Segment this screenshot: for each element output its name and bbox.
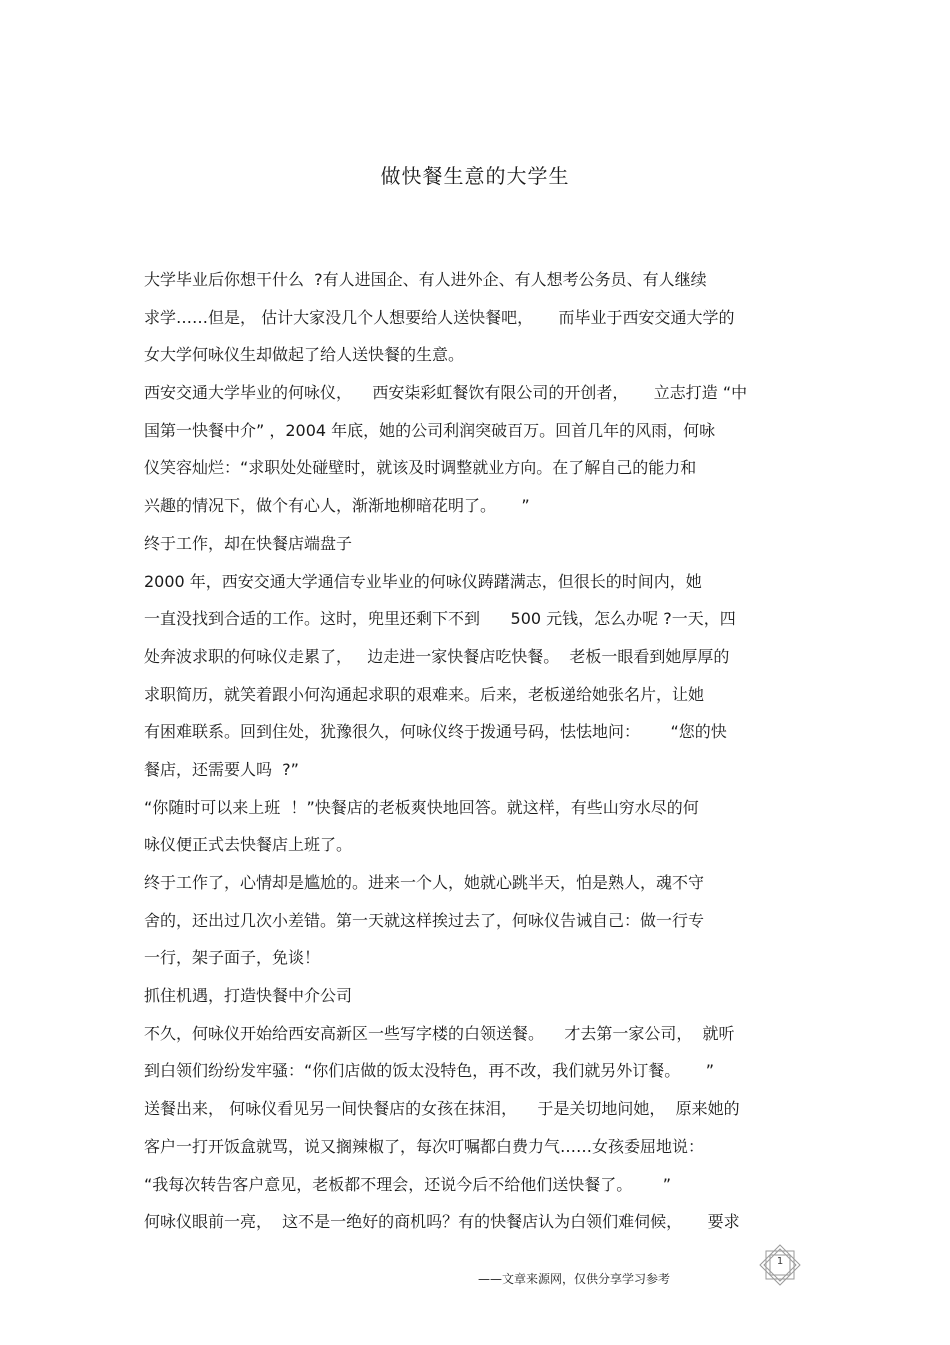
text-line: 客户一打开饭盒就骂，说又搁辣椒了，每次叮嘱都白费力气……女孩委屈地说： xyxy=(144,1136,705,1156)
text-line: 餐店，还需要人吗 ?” xyxy=(144,759,299,779)
text-line: 女大学何咏仪生却做起了给人送快餐的生意。 xyxy=(144,345,465,365)
text-line: 西安交通大学毕业的何咏仪， 西安柒彩虹餐饮有限公司的开创者， 立志打造 “中 xyxy=(144,383,748,403)
text-line: 送餐出来， 何咏仪看见另一间快餐店的女孩在抹泪， 于是关切地问她， 原来她的 xyxy=(144,1099,740,1119)
document-body xyxy=(144,266,814,1246)
text-line: 抓住机遇，打造快餐中介公司 xyxy=(144,986,353,1006)
text-line: 一直没找到合适的工作。这时，兜里还剩下不到 500 元钱，怎么办呢 ?一天，四 xyxy=(144,609,736,629)
text-line: 何咏仪眼前一亮， 这不是一绝好的商机吗？有的快餐店认为白领们难伺候， 要求 xyxy=(144,1212,740,1232)
text-line: 不久，何咏仪开始给西安高新区一些写字楼的白领送餐。 才去第一家公司， 就听 xyxy=(144,1023,735,1043)
text-line: 兴趣的情况下，做个有心人，渐渐地柳暗花明了。 ” xyxy=(144,496,530,516)
text-line: 仪笑容灿烂：“求职处处碰壁时，就该及时调整就业方向。在了解自己的能力和 xyxy=(144,458,697,478)
text-line: “你随时可以来上班 ！”快餐店的老板爽快地回答。就这样，有些山穷水尽的何 xyxy=(144,797,699,817)
text-line: 到白领们纷纷发牢骚：“你们店做的饭太没特色，再不改，我们就另外订餐。 ” xyxy=(144,1061,715,1081)
text-line: 一行，架子面子，免谈！ xyxy=(144,948,321,968)
text-line: 终于工作了，心情却是尴尬的。进来一个人，她就心跳半天，怕是熟人，魂不守 xyxy=(144,873,705,892)
text-line: 求学……但是， 估计大家没几个人想要给人送快餐吧， 而毕业于西安交通大学的 xyxy=(144,307,735,327)
text-line: 国第一快餐中介” ，2004 年底，她的公司利润突破百万。回首几年的风雨，何咏 xyxy=(144,420,716,440)
text-line: 舍的，还出过几次小差错。第一天就这样挨过去了，何咏仪告诫自己：做一行专 xyxy=(144,910,705,930)
text-line: 2000 年，西安交通大学通信专业毕业的何咏仪踌躇满志，但很长的时间内，她 xyxy=(144,571,702,591)
text-line: 有困难联系。回到住处，犹豫很久，何咏仪终于拨通号码，怯怯地问： “您的快 xyxy=(144,722,727,742)
document-title: 做快餐生意的大学生 xyxy=(380,164,570,188)
text-line: 大学毕业后你想干什么 ?有人进国企、有人进外企、有人想考公务员、有人继续 xyxy=(144,270,707,289)
page-number: 1 xyxy=(776,1256,784,1267)
text-line: “我每次转告客户意见，老板都不理会，还说今后不给他们送快餐了。 ” xyxy=(144,1174,672,1194)
text-line: 处奔波求职的何咏仪走累了， 边走进一家快餐店吃快餐。 老板一眼看到她厚厚的 xyxy=(144,646,730,666)
text-line: 终于工作，却在快餐店端盘子 xyxy=(144,533,353,553)
footer-source-note: ——文章来源网，仅供分享学习参考 xyxy=(478,1272,671,1286)
text-line: 咏仪便正式去快餐店上班了。 xyxy=(144,835,353,855)
text-line: 求职简历，就笑着跟小何沟通起求职的艰难来。后来，老板递给她张名片，让她 xyxy=(144,684,705,704)
